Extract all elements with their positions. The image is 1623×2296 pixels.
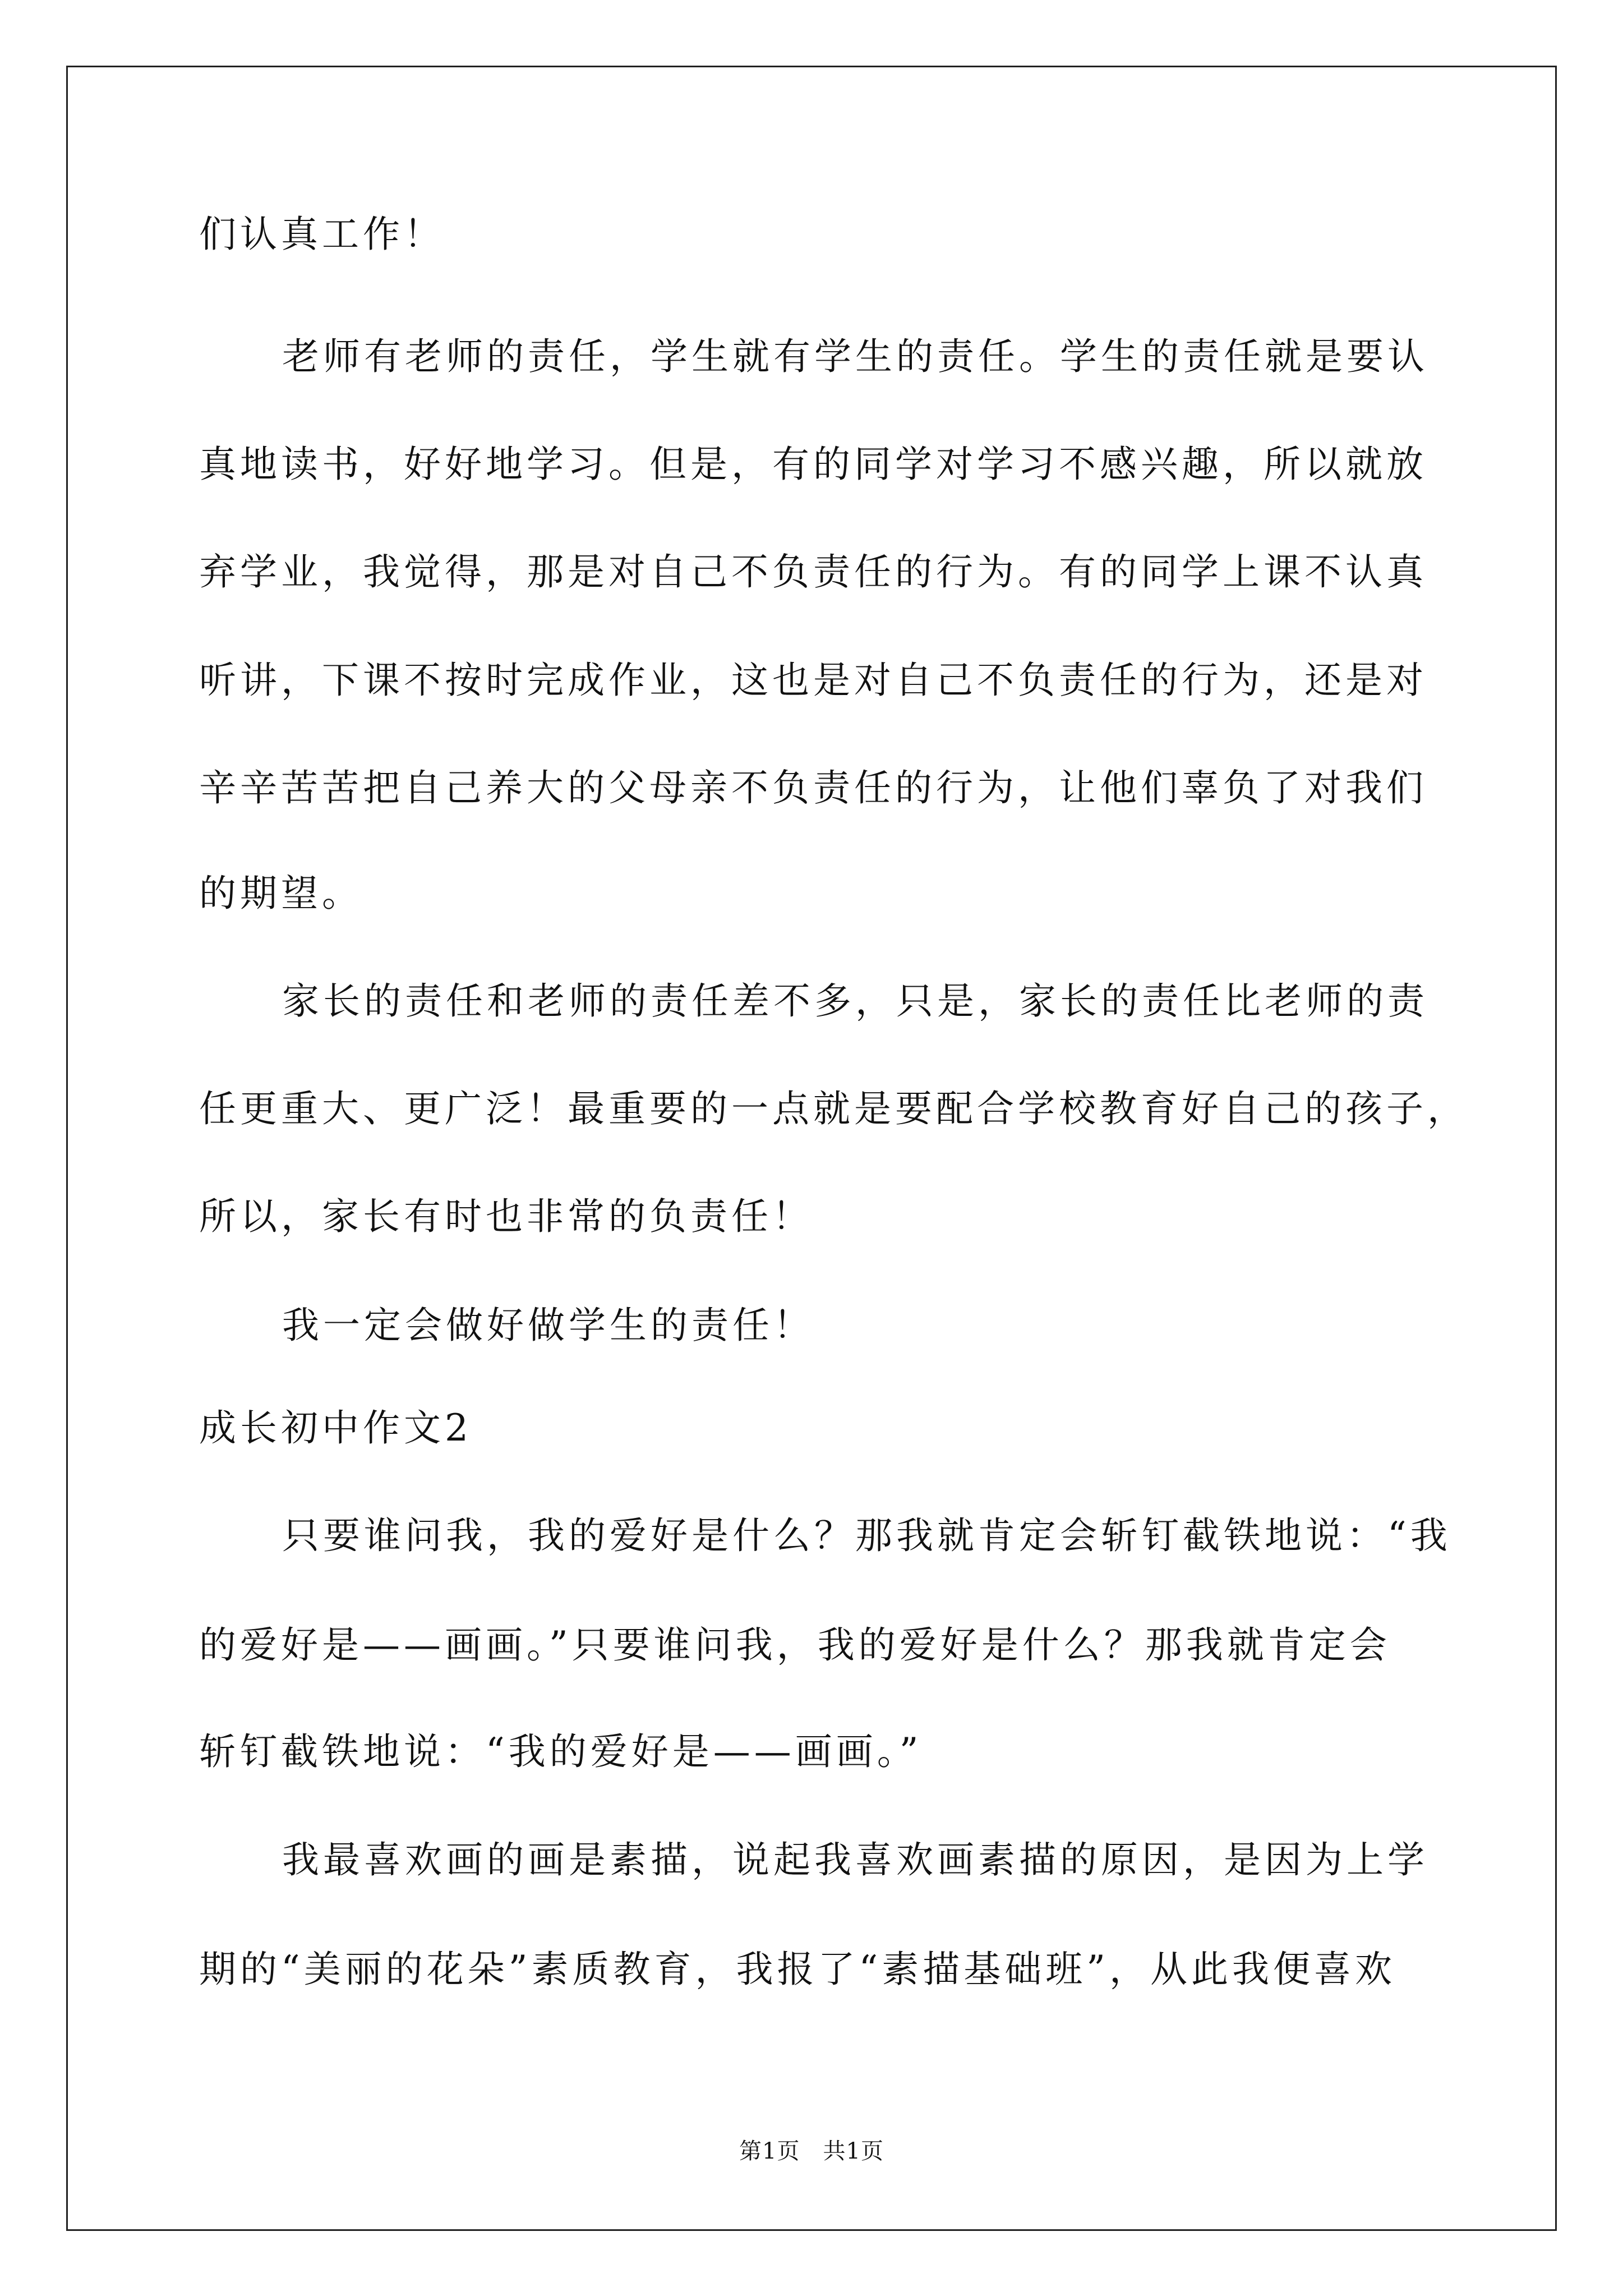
page-border [66, 66, 1557, 2231]
page-number-footer: 第1页 共1页 [739, 2138, 884, 2164]
text-line: 们认真工作！ [199, 213, 445, 256]
text-line: 弃学业，我觉得，那是对自己不负责任的行为。有的同学上课不认真 [199, 550, 1427, 593]
paragraph-first-line: 我一定会做好做学生的责任！ [282, 1304, 814, 1347]
text-line: 斩钉截铁地说：“我的爱好是——画画。” [199, 1730, 923, 1773]
text-line: 辛辛苦苦把自己养大的父母亲不负责任的行为，让他们辜负了对我们 [199, 766, 1427, 809]
text-line: 任更重大、更广泛！最重要的一点就是要配合学校教育好自己的孩子， [199, 1087, 1468, 1130]
text-line: 期的“美丽的花朵”素质教育，我报了“素描基础班”，从此我便喜欢 [199, 1948, 1396, 1991]
text-line: 的爱好是——画画。”只要谁问我，我的爱好是什么？那我就肯定会 [199, 1623, 1391, 1667]
text-line: 听讲，下课不按时完成作业，这也是对自己不负责任的行为，还是对 [199, 659, 1427, 702]
text-line: 真地读书，好好地学习。但是，有的同学对学习不感兴趣，所以就放 [199, 443, 1427, 486]
section-heading: 成长初中作文2 [199, 1406, 472, 1450]
text-line: 所以，家长有时也非常的负责任！ [199, 1195, 813, 1238]
paragraph-first-line: 只要谁问我，我的爱好是什么？那我就肯定会斩钉截铁地说：“我 [282, 1514, 1451, 1557]
paragraph-first-line: 我最喜欢画的画是素描，说起我喜欢画素描的原因，是因为上学 [282, 1838, 1428, 1881]
text-line: 的期望。 [199, 872, 363, 915]
paragraph-first-line: 家长的责任和老师的责任差不多，只是，家长的责任比老师的责 [282, 979, 1428, 1023]
paragraph-first-line: 老师有老师的责任，学生就有学生的责任。学生的责任就是要认 [282, 335, 1428, 378]
